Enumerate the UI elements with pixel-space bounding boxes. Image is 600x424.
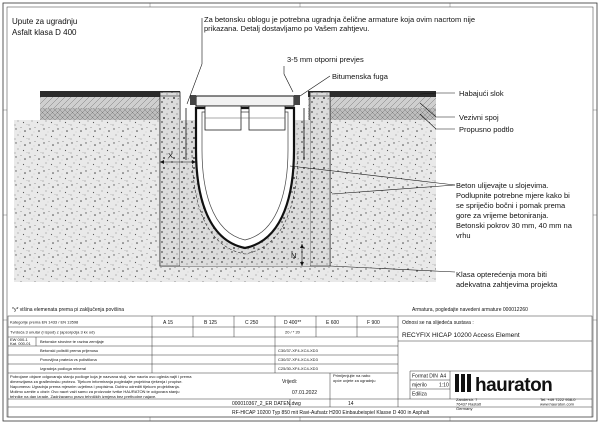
class-e600: E 600: [326, 320, 340, 326]
subgrade-bottom: [160, 266, 330, 282]
bitumen-joint-right: [294, 95, 300, 105]
approval-label-2: opće uvjete za ugradnju: [333, 378, 376, 383]
base-course-left: [40, 108, 180, 120]
table-note-3: Napomena: Ugradnja prema mjesnim uvjetima i propisima. Dubinu odrediti tijekom projektiranja.: [10, 384, 180, 389]
concrete-haunch-left: [160, 96, 180, 266]
label-binder-course: Vezivni spoj: [459, 113, 499, 122]
dim-n-label: N: [291, 251, 297, 260]
concrete-note-5: Betonski pokrov 30 mm, 40 mm na: [456, 221, 572, 230]
row-sub: Kat. 000-01: [10, 341, 31, 346]
dim-x-label: X: [168, 151, 174, 160]
drawing-date: 07.01.2022: [292, 390, 318, 396]
subgrade-right: [330, 120, 436, 282]
note-line-2: prikazana. Detalj dostavljamo po Vašem zahtjevu.: [204, 24, 370, 33]
table-note-5: tehnike na dan izrade. Zadržavamo pravo tehničkih izmjena bez prethodne najave.: [10, 394, 157, 399]
table-note-2: dimenzijama za građevinsku protezu. Tijekom informiranja pogledajte projektna rješenja i propise.: [10, 379, 183, 384]
subgrade-left: [14, 120, 160, 282]
row-code: EW 000-1: [10, 337, 28, 342]
format-label: Format DIN: [412, 373, 438, 380]
bitumen-joint-left: [190, 95, 196, 105]
contact-line-2: www.hauraton.com: [540, 401, 575, 407]
contact-line-1: Tel. +49 7222 958-0: [540, 397, 576, 402]
drawing-title: Upute za ugradnju: [12, 17, 78, 26]
class-d400: D 400**: [284, 320, 302, 326]
scale-value: 1:10: [439, 382, 449, 389]
address-line-2: 76437 Rastatt: [456, 401, 481, 407]
sheet-number: 14: [348, 401, 354, 407]
wearing-course-left: [40, 91, 180, 97]
label-bitumen-joint: Bitumenska fuga: [332, 72, 388, 81]
class-f900: F 900: [367, 320, 380, 326]
row-3-text: Ponovljiva prateća vs polistilona: [40, 357, 97, 362]
table-row2-label: Tvrdoća 3 unutar (i ispod) z (apsorpcija 3 kx od): [10, 329, 95, 335]
concrete-note-3: se spriječio bočni i pomak prema: [456, 201, 566, 210]
row-2-text: Betonski polistili prema prijenosu: [40, 348, 99, 353]
load-class-note-1: Klasa opterećenja mora biti: [456, 270, 547, 279]
address-line-3: Germany: [456, 406, 473, 411]
table-note-1: Pobrojane objave odgovaraju stanju podloge koja je nazvana stoji, vise nacrta ovo ogleda najti i prema: [10, 374, 192, 379]
row-2-value: C30/37-XF4-XC4-XD3: [278, 348, 318, 353]
concrete-note-6: vrhu: [456, 231, 471, 240]
load-class-note-2: adekvatna zahtjevima projekta: [456, 280, 558, 289]
drawing-number: 000010367_2_ER DATEN.dwg: [232, 401, 301, 407]
footnote-right: Armatura, pogledajte navedeni armature 000012260: [412, 307, 528, 313]
concrete-note-1: Beton ulijevajte u slojevima.: [456, 181, 549, 190]
binder-course-left: [40, 97, 180, 108]
row-3-value: C30/37-XF4-XC4-XD3: [278, 357, 318, 362]
approval-label-1: Primijenjujte na nabo: [333, 373, 371, 378]
label-wearing-course: Habajući slok: [459, 89, 504, 98]
label-gap: 3-5 mm otporni prevjes: [287, 55, 364, 64]
note-line-1: Za betonsku oblogu je potrebna ugradnja čelične armature koja ovim nacrtom nije: [204, 15, 475, 24]
valid-label: Vrijedi:: [282, 379, 298, 385]
concrete-note-4: gore za vrijeme betoniranja.: [456, 211, 549, 220]
address-line-1: Zanderstr. 7: [456, 397, 478, 402]
class-c250: C 250: [245, 320, 259, 326]
applies-to-label: Odnosi se na slijedeća sustava :: [402, 320, 474, 326]
row-1-text: Betonske sirovine te razina zemljaje: [40, 339, 104, 344]
footnote-left: *y* višina elemenata prema pi zaključenja povišina: [12, 307, 125, 313]
row-4-text: Izgradnja podloga mineral: [40, 366, 87, 371]
label-subbase: Propusno podtlo: [459, 125, 514, 134]
drawing-subtitle: Asfalt klasa D 400: [12, 28, 77, 37]
table-header-label: Kategorije prema EN 1433 / EN 13598: [10, 319, 79, 325]
row-4-value: C25/30-XF4-XC4-XD3: [278, 366, 318, 371]
format-value: A4: [440, 373, 447, 380]
class-a15: A 15: [163, 320, 174, 326]
table-note-4: Molimo uzmite u obzir: Ovo nacrt važi samo za proizvode tvrtke HAURATON te odgovara stanju: [10, 389, 180, 394]
product-name: RECYFIX HICAP 10200 Access Element: [402, 332, 520, 339]
drawing-footer: RF-HICAP 10200 Typ 850 mit Ravi-Aufsatz H200 Einbaubeispiel Klasse D 400 in Asphalt: [232, 410, 430, 416]
scale-label: mjerilo: [412, 382, 427, 389]
cross-section: [14, 91, 436, 282]
hauraton-logo: [455, 374, 552, 396]
company-name: hauraton: [475, 375, 553, 396]
table-row2-value: 20 / * 20: [285, 329, 300, 335]
concrete-note-2: Podlupnite potrebne mjere kako bi: [456, 191, 570, 200]
concrete-haunch-right: [310, 96, 330, 266]
grating-frame: [196, 96, 294, 106]
class-b125: B 125: [204, 320, 218, 326]
edition-label: Ediliza: [412, 391, 427, 398]
